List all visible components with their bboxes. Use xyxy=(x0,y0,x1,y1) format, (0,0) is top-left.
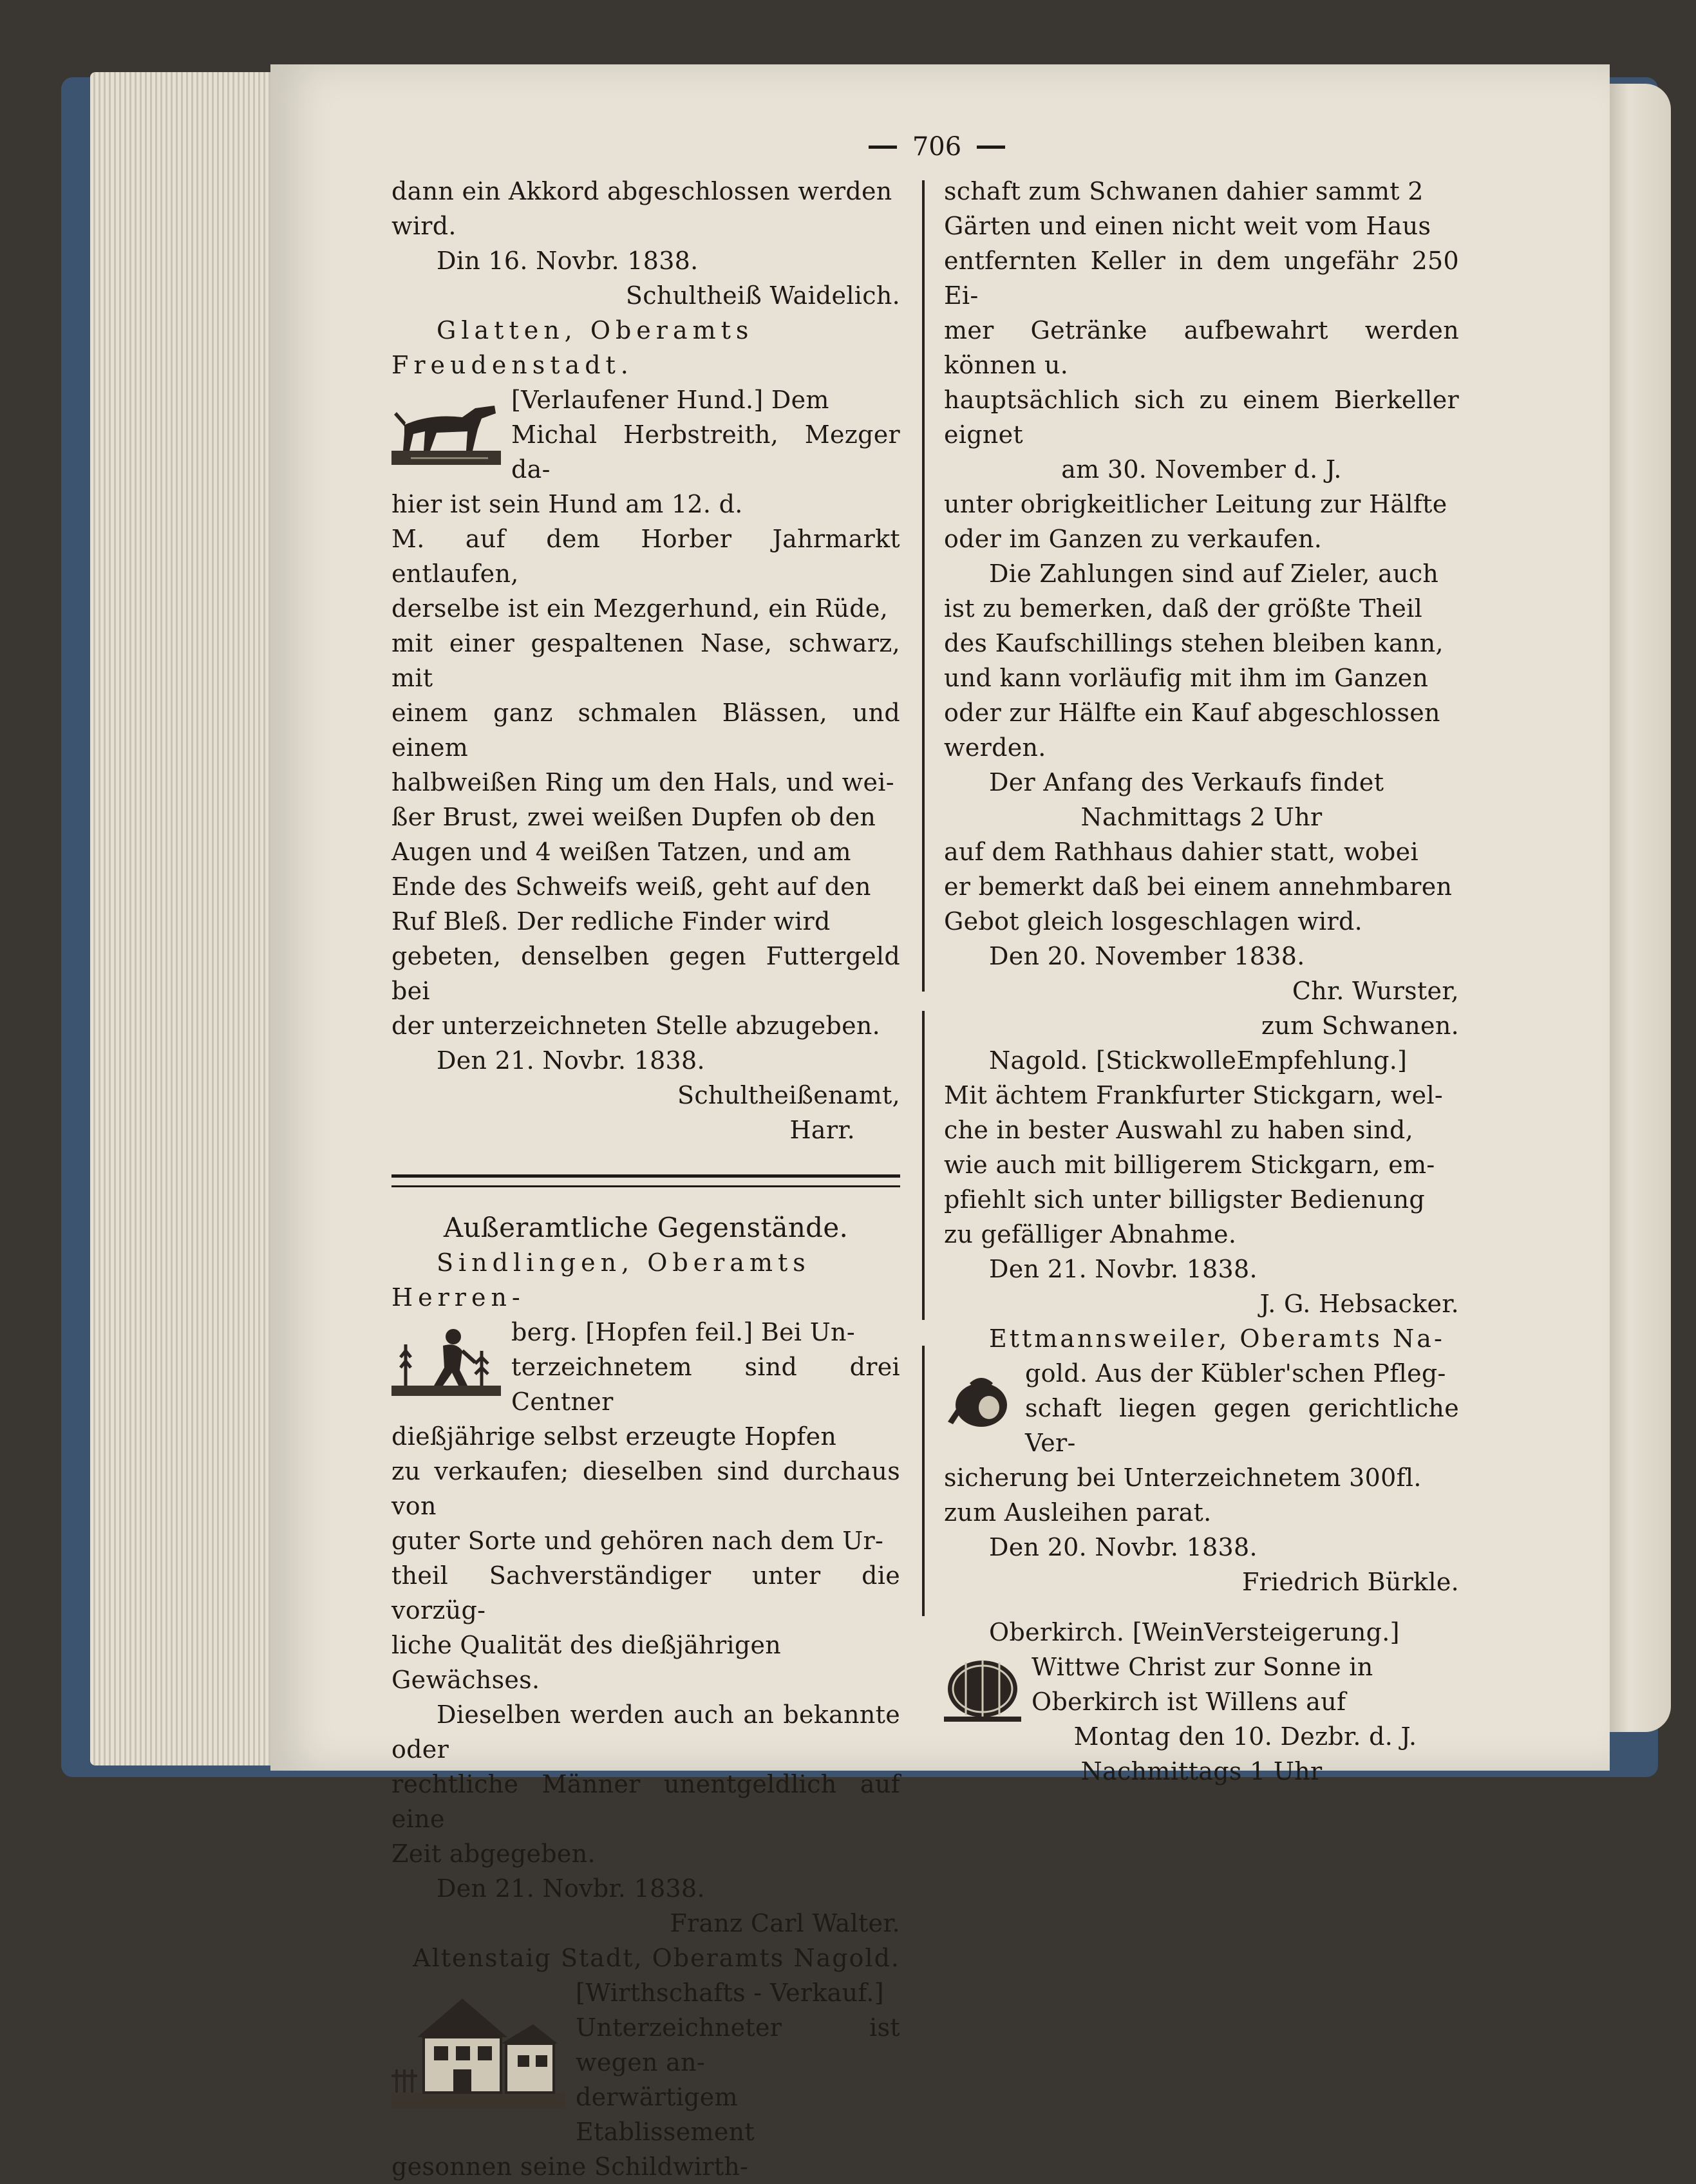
text-line: Oberkirch ist Willens auf xyxy=(1032,1688,1346,1716)
ad-inn-sale xyxy=(391,1941,900,2184)
text-line: Gebot gleich losgeschlagen wird. xyxy=(944,907,1362,936)
text-line: entfernten Keller in dem ungefähr 250 Ei- xyxy=(944,247,1459,310)
text-line: hier ist sein Hund am 12. d. xyxy=(391,490,743,518)
ad-loan-offer xyxy=(944,1321,1459,1599)
text-line: halbweißen Ring um den Hals, und wei- xyxy=(391,768,894,796)
ad-heading: Nagold. [StickwolleEmpfehlung.] xyxy=(989,1046,1408,1075)
signature: Franz Carl Walter. xyxy=(670,1909,900,1937)
text-line: Wittwe Christ zur Sonne in xyxy=(1032,1653,1373,1681)
text-line: Augen und 4 weißen Tatzen, und am xyxy=(391,838,851,866)
column-divider xyxy=(922,180,925,992)
text-line: auf dem Rathhaus dahier statt, wobei xyxy=(944,838,1418,866)
text-line: schaft liegen gegen gerichtliche Ver- xyxy=(1025,1394,1459,1457)
text-line: Unterzeichneter ist wegen an- xyxy=(576,2013,900,2076)
text-line: Der Anfang des Verkaufs findet xyxy=(989,768,1384,796)
ad-embroidery-yarn xyxy=(944,1043,1459,1321)
text-line: dießjährige selbst erzeugte Hopfen xyxy=(391,1422,837,1451)
ad-wine-auction xyxy=(944,1615,1459,1789)
text-line: pfiehlt sich unter billigster Bedienung xyxy=(944,1185,1426,1214)
text-line: Zeit abgegeben. xyxy=(391,1840,596,1868)
text-line: dann ein Akkord abgeschlossen werden xyxy=(391,177,892,205)
text-line: Ruf Bleß. Der redliche Finder wird xyxy=(391,907,831,936)
text-line: berg. [Hopfen feil.] Bei Un- xyxy=(511,1318,855,1346)
ad-lost-dog xyxy=(391,313,900,1147)
text-line: theil Sachverständiger unter die vorzüg- xyxy=(391,1561,900,1624)
text-line: ßer Brust, zwei weißen Dupfen ob den xyxy=(391,803,876,831)
text-line: Die Zahlungen sind auf Zieler, auch xyxy=(989,560,1439,588)
text-line: hauptsächlich sich zu einem Bierkeller eignet xyxy=(944,386,1459,449)
text-line: guter Sorte und gehören nach dem Ur- xyxy=(391,1527,884,1555)
ad-heading: Oberkirch. [WeinVersteigerung.] xyxy=(989,1618,1400,1646)
text-line: Mit ächtem Frankfurter Stickgarn, wel- xyxy=(944,1081,1444,1109)
ad-hops-sale xyxy=(391,1245,900,1941)
text-line: Ende des Schweifs weiß, geht auf den xyxy=(391,872,871,901)
header-dash-left xyxy=(869,146,897,149)
text-line: einem ganz schmalen Blässen, und einem xyxy=(391,699,900,762)
text-line: und kann vorläufig mit ihm im Ganzen xyxy=(944,664,1429,692)
text-line: mit einer gespaltenen Nase, schwarz, mit xyxy=(391,629,900,692)
text-line: Dieselben werden auch an bekannte oder xyxy=(391,1700,900,1764)
text-line: er bemerkt daß bei einem annehmbaren xyxy=(944,872,1453,901)
wine-barrel-woodcut-icon xyxy=(944,1653,1021,1724)
text-line: Montag den 10. Dezbr. d. J. xyxy=(1073,1722,1417,1751)
date-line: Den 21. Novbr. 1838. xyxy=(437,1046,705,1075)
text-line: Nachmittags 1 Uhr xyxy=(1080,1757,1323,1785)
column-divider xyxy=(922,1011,925,1320)
text-line: oder im Ganzen zu verkaufen. xyxy=(944,525,1323,553)
text-line: gebeten, denselben gegen Futtergeld bei xyxy=(391,942,900,1005)
left-column xyxy=(391,174,900,2184)
date-line: Din 16. Novbr. 1838. xyxy=(437,247,699,275)
page-header xyxy=(843,127,1030,166)
text-line: werden. xyxy=(944,733,1046,762)
text-line: ist zu bemerken, daß der größte Theil xyxy=(944,594,1423,623)
signature: Schultheiß Waidelich. xyxy=(625,281,900,310)
text-line: M. auf dem Horber Jahrmarkt entlaufen, xyxy=(391,525,900,588)
date-line: Den 20. Novbr. 1838. xyxy=(989,1533,1258,1561)
text-line: des Kaufschillings stehen bleiben kann, xyxy=(944,629,1444,657)
signature: J. G. Hebsacker. xyxy=(1259,1290,1459,1318)
text-line: gesonnen seine Schildwirth- xyxy=(391,2152,749,2181)
text-line: derselbe ist ein Mezgerhund, ein Rüde, xyxy=(391,594,889,623)
column-divider xyxy=(922,1346,925,1616)
text-line: mer Getränke aufbewahrt werden können u. xyxy=(944,316,1459,379)
text-line: [Verlaufener Hund.] Dem xyxy=(511,386,829,414)
date-line: Den 21. Novbr. 1838. xyxy=(437,1874,705,1903)
signature: Friedrich Bürkle. xyxy=(1241,1568,1459,1596)
ad-heading: Sindlingen, Oberamts Herren- xyxy=(391,1248,811,1312)
text-line: derwärtigem Etablissement xyxy=(576,2083,755,2146)
dog-woodcut-icon xyxy=(391,386,501,470)
text-line: der unterzeichneten Stelle abzugeben. xyxy=(391,1012,881,1040)
section-rule xyxy=(391,1174,900,1187)
signature: Schultheißenamt, xyxy=(677,1081,900,1109)
text-line: rechtliche Männer unentgeldlich auf eine xyxy=(391,1770,900,1833)
text-line: gold. Aus der Kübler'schen Pfleg- xyxy=(1025,1359,1446,1388)
next-page-edge xyxy=(1600,84,1671,1732)
header-dash-right xyxy=(977,146,1005,149)
text-line: unter obrigkeitlicher Leitung zur Hälfte xyxy=(944,490,1447,518)
ad-heading: Altenstaig Stadt, Oberamts Nagold. xyxy=(413,1944,900,1972)
section-title: Außeramtliche Gegenstände. xyxy=(443,1212,849,1243)
date-line: Den 20. November 1838. xyxy=(989,942,1305,970)
page-number: 706 xyxy=(912,132,962,162)
signature: zum Schwanen. xyxy=(1261,1012,1459,1040)
text-line: Gärten und einen nicht weit vom Haus xyxy=(944,212,1431,240)
text-line: Michal Herbstreith, Mezger da- xyxy=(511,420,900,484)
ad-heading: Glatten, Oberamts Freudenstadt. xyxy=(391,316,754,379)
text-line: zum Ausleihen parat. xyxy=(944,1498,1212,1527)
inn-house-woodcut-icon xyxy=(391,1979,565,2114)
hops-farmer-woodcut-icon xyxy=(391,1319,501,1399)
right-column xyxy=(944,174,1459,1789)
text-line: terzeichnetem sind drei Centner xyxy=(511,1353,900,1416)
money-bag-woodcut-icon xyxy=(944,1360,1015,1431)
page-stack xyxy=(90,72,283,1765)
text-line: oder zur Hälfte ein Kauf abgeschlossen xyxy=(944,699,1440,727)
date-line: Den 21. Novbr. 1838. xyxy=(989,1255,1258,1283)
text-line: wie auch mit billigerem Stickgarn, em- xyxy=(944,1151,1435,1179)
signature: Chr. Wurster, xyxy=(1292,977,1459,1005)
text-line: Nachmittags 2 Uhr xyxy=(1080,803,1323,831)
text-line: che in bester Auswahl zu haben sind, xyxy=(944,1116,1414,1144)
text-line: [Wirthschafts - Verkauf.] xyxy=(576,1979,884,2007)
ad-heading: Ettmannsweiler, Oberamts Na- xyxy=(989,1324,1445,1353)
text-line: zu gefälliger Abnahme. xyxy=(944,1220,1237,1248)
text-line: am 30. November d. J. xyxy=(1061,455,1342,484)
text-line: zu verkaufen; dieselben sind durchaus von xyxy=(391,1457,900,1520)
text-line: schaft zum Schwanen dahier sammt 2 xyxy=(944,177,1424,205)
text-line: sicherung bei Unterzeichnetem 300fl. xyxy=(944,1464,1422,1492)
text-line: liche Qualität des dießjährigen Gewächses. xyxy=(391,1631,782,1694)
signature: Harr. xyxy=(789,1116,855,1144)
text-line: wird. xyxy=(391,212,457,240)
